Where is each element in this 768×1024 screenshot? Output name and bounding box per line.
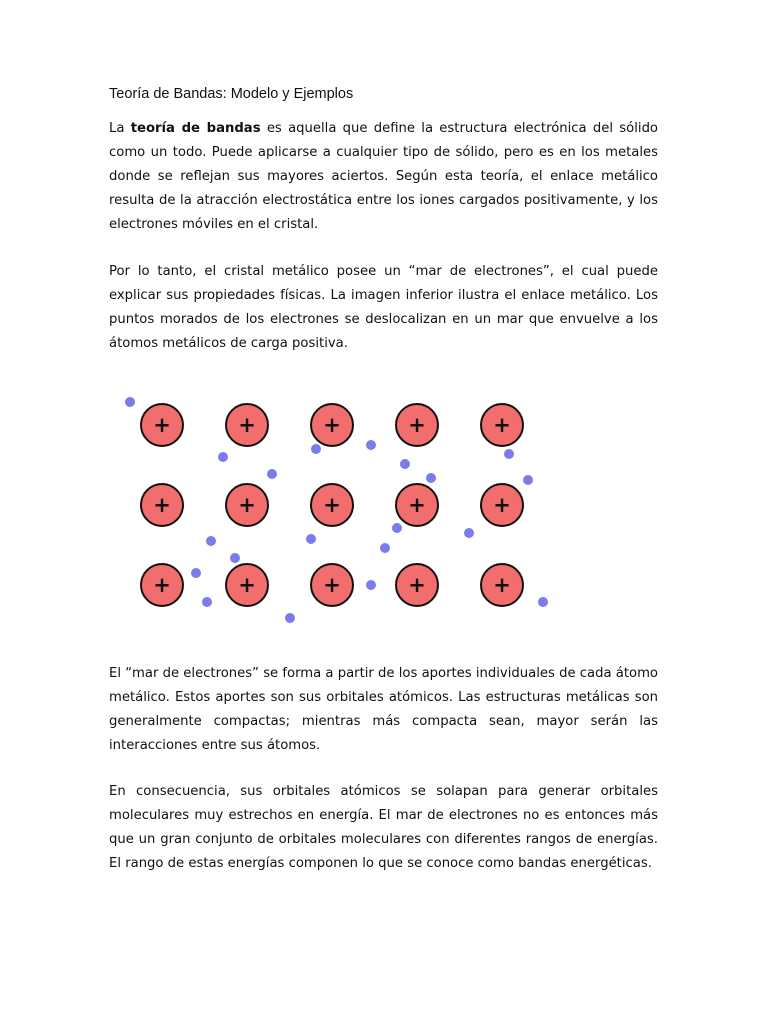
plus-sign: + bbox=[408, 493, 426, 517]
plus-sign: + bbox=[493, 493, 511, 517]
bold-term: teoría de bandas bbox=[130, 121, 261, 136]
electron-dot bbox=[538, 597, 548, 607]
metallic-bond-diagram bbox=[110, 390, 560, 630]
plus-sign: + bbox=[493, 413, 511, 437]
paragraph-electron-sea: Por lo tanto, el cristal metálico posee un “mar de electrones”, el cual puede explicar sus propiedades físicas. La imagen inferior ilustra el enlace metálico. Los puntos morados de los electrones se deslocalizan en un mar que envuelve a los átomos metálicos de carga positiva. bbox=[109, 264, 658, 351]
paragraph-bands: En consecuencia, sus orbitales atómicos se solapan para generar orbitales moleculares muy estrechos en energía. El mar de electrones no es entonces más que un gran conjunto de orbitales moleculares con diferentes rangos de energías. El rango de estas energías componen lo que se conoce como bandas energéticas. bbox=[109, 784, 658, 871]
plus-sign: + bbox=[238, 493, 256, 517]
plus-sign: + bbox=[238, 413, 256, 437]
paragraph-intro-rest: es aquella que define la estructura electrónica del sólido como un todo. Puede aplicarse a cualquier tipo de sólido, pero es en los metales donde se reflejan sus mayores aciertos. Según esta teoría, el enlace metálico resulta de la atracción electrostática entre los iones cargados positivamente, y los electrones móviles en el cristal. bbox=[109, 121, 659, 232]
electron-dot bbox=[392, 523, 402, 533]
plus-sign: + bbox=[493, 573, 511, 597]
electron-dot bbox=[311, 444, 321, 454]
electron-dot bbox=[504, 449, 514, 459]
positive-ion bbox=[481, 484, 523, 526]
electron-dot bbox=[218, 452, 228, 462]
positive-ion bbox=[141, 564, 183, 606]
electron-dot bbox=[464, 528, 474, 538]
electron-dot bbox=[285, 613, 295, 623]
positive-ion bbox=[396, 564, 438, 606]
electron-dot bbox=[426, 473, 436, 483]
electron-dot bbox=[191, 568, 201, 578]
positive-ion bbox=[481, 564, 523, 606]
electron-dot bbox=[306, 534, 316, 544]
plus-sign: + bbox=[238, 573, 256, 597]
positive-ion bbox=[141, 404, 183, 446]
paragraph-orbitals: El “mar de electrones” se forma a partir de los aportes individuales de cada átomo metálico. Estos aportes son sus orbitales atómicos. Las estructuras metálicas son generalmente compactas; mientras más compacta sean, mayor serán las interacciones entre sus átomos. bbox=[109, 666, 658, 753]
electron-dot bbox=[125, 397, 135, 407]
positive-ion bbox=[311, 484, 353, 526]
electron-dot bbox=[206, 536, 216, 546]
plus-sign: + bbox=[408, 413, 426, 437]
plus-sign: + bbox=[323, 573, 341, 597]
electron-dot bbox=[366, 580, 376, 590]
electron-dot bbox=[267, 469, 277, 479]
positive-ion bbox=[481, 404, 523, 446]
electron-dot bbox=[523, 475, 533, 485]
positive-ion bbox=[226, 484, 268, 526]
electron-dot bbox=[380, 543, 390, 553]
plus-sign: + bbox=[153, 493, 171, 517]
plus-sign: + bbox=[323, 413, 341, 437]
positive-ion bbox=[226, 404, 268, 446]
document-title: Teoría de Bandas: Modelo y Ejemplos bbox=[109, 86, 354, 102]
positive-ion bbox=[311, 564, 353, 606]
electron-dot bbox=[230, 553, 240, 563]
electron-dot bbox=[202, 597, 212, 607]
paragraph-intro bbox=[109, 117, 658, 237]
electron-dot bbox=[400, 459, 410, 469]
positive-ion bbox=[396, 484, 438, 526]
positive-ion bbox=[141, 484, 183, 526]
positive-ion bbox=[311, 404, 353, 446]
plus-sign: + bbox=[153, 413, 171, 437]
positive-ion bbox=[396, 404, 438, 446]
plus-sign: + bbox=[153, 573, 171, 597]
positive-ion bbox=[226, 564, 268, 606]
plus-sign: + bbox=[408, 573, 426, 597]
plus-sign: + bbox=[323, 493, 341, 517]
electron-dot bbox=[366, 440, 376, 450]
paragraph-intro-lead: La bbox=[109, 121, 131, 136]
